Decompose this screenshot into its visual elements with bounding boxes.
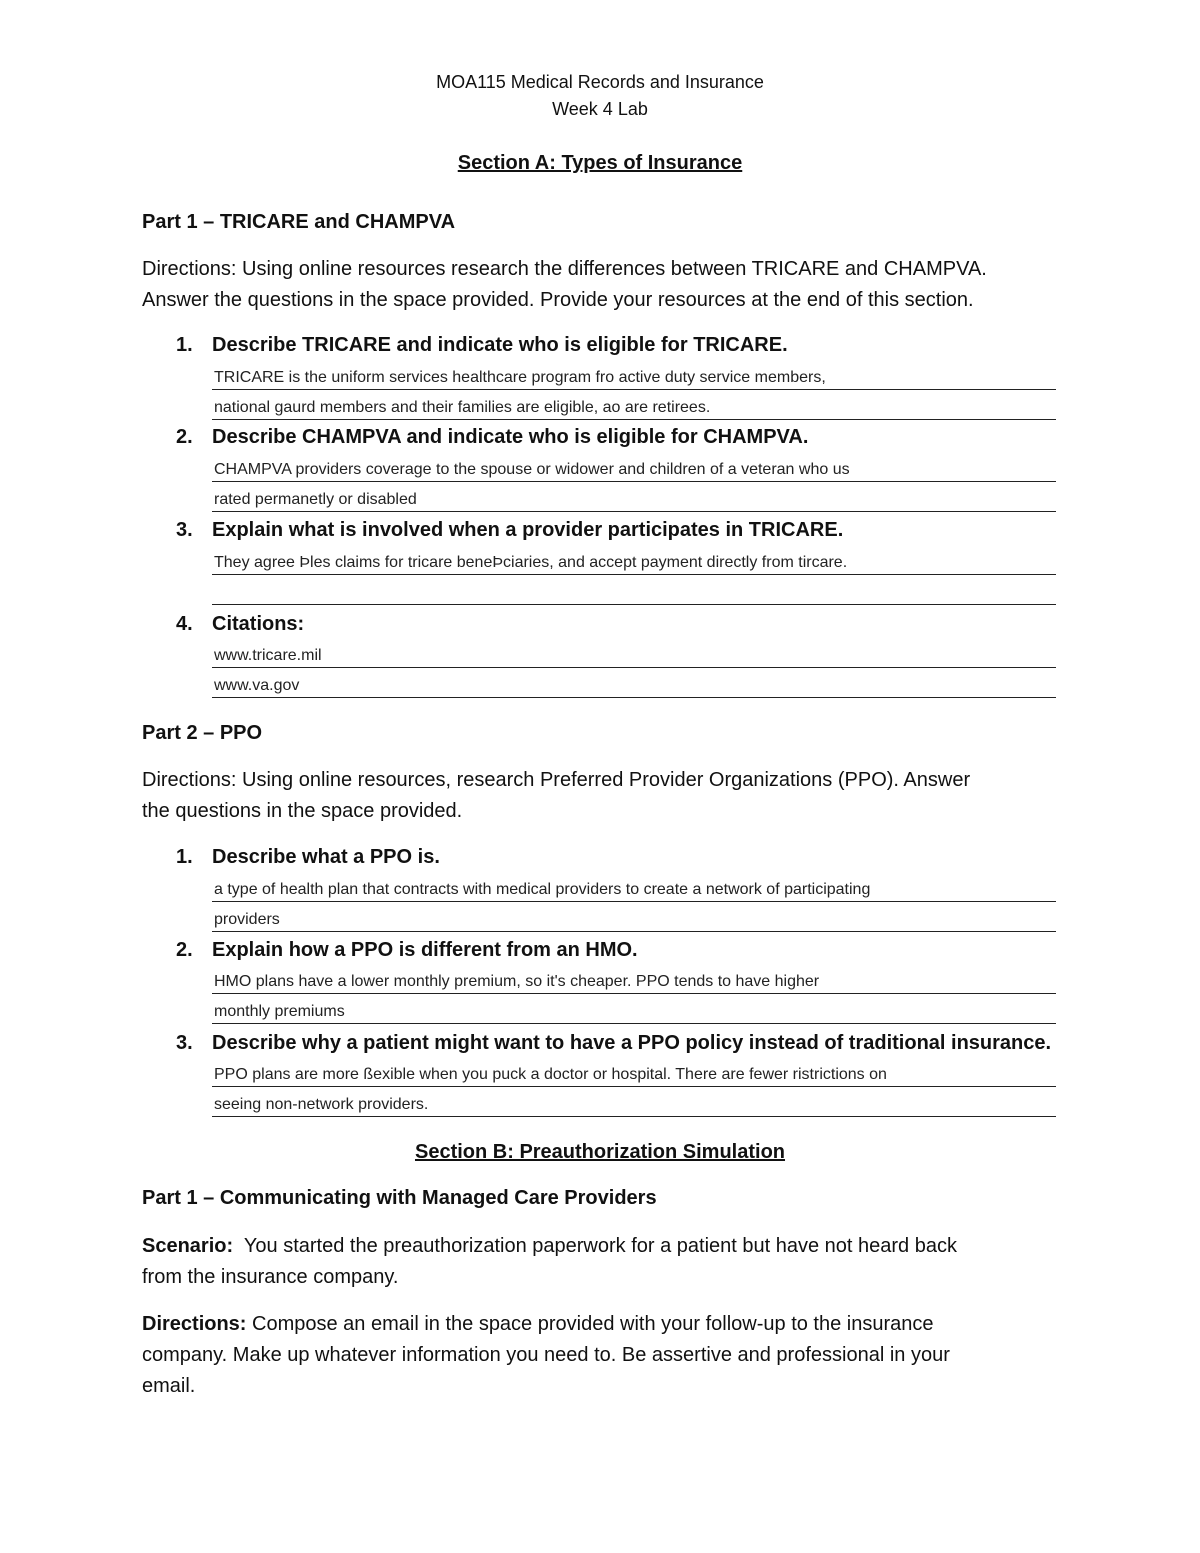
question-number: 1. — [176, 846, 193, 868]
answer-text: PPO plans are more ßexible when you puck a doctor or hospital. There are fewer ristrictions on — [214, 1066, 887, 1083]
directions-label: Directions: — [142, 1313, 247, 1335]
question-text: Describe why a patient might want to have a PPO policy instead of traditional insurance. — [212, 1032, 1052, 1054]
answer-line[interactable] — [212, 667, 1056, 698]
question-number: 2. — [176, 939, 193, 961]
answer-text: monthly premiums — [214, 1003, 345, 1020]
document-title: MOA115 Medical Records and Insurance — [436, 72, 764, 92]
directions-line: Answer the questions in the space provided. Provide your resources at the end of this section. — [142, 289, 974, 311]
answer-text: www.tricare.mil — [214, 647, 322, 664]
question-number: 2. — [176, 426, 193, 448]
directions-text: email. — [142, 1375, 196, 1397]
answer-line[interactable] — [212, 359, 1056, 390]
part-1-directions — [142, 254, 1072, 316]
answer-text: CHAMPVA providers coverage to the spouse or widower and children of a veteran who us — [214, 461, 850, 478]
answer-line[interactable] — [212, 901, 1056, 932]
part-2-directions — [142, 765, 1072, 827]
scenario-label: Scenario: — [142, 1235, 234, 1257]
answer-text: HMO plans have a lower monthly premium, so it's cheaper. PPO tends to have higher — [214, 973, 820, 990]
section-b-part-1-title: Part 1 – Communicating with Managed Care Providers — [142, 1187, 657, 1209]
answer-line[interactable] — [212, 574, 1056, 605]
directions-line: Directions: Using online resources research the differences between TRICARE and CHAMPVA. — [142, 258, 987, 280]
directions-line: Directions: Using online resources, research Preferred Provider Organizations (PPO). Answer — [142, 769, 971, 791]
answer-line[interactable] — [212, 451, 1056, 482]
directions-text: company. Make up whatever information you need to. Be assertive and professional in your — [142, 1344, 950, 1366]
answer-text: providers — [214, 911, 280, 928]
part-2-title: Part 2 – PPO — [142, 722, 263, 744]
answer-line[interactable] — [212, 963, 1056, 994]
answer-text: www.va.gov — [214, 677, 300, 694]
answer-line[interactable] — [212, 993, 1056, 1024]
question-number: 4. — [176, 613, 193, 635]
answer-text: a type of health plan that contracts with medical providers to create a network of participating — [214, 881, 871, 898]
answer-line[interactable] — [212, 871, 1056, 902]
question-text: Explain what is involved when a provider participates in TRICARE. — [212, 519, 844, 541]
answer-text: TRICARE is the uniform services healthcare program fro active duty service members, — [214, 369, 826, 386]
question-text: Explain how a PPO is different from an HMO. — [212, 939, 638, 961]
question-number: 1. — [176, 334, 193, 356]
section-a-title: Section A: Types of Insurance — [457, 152, 743, 174]
section-b-title: Section B: Preauthorization Simulation — [414, 1141, 786, 1163]
scenario-paragraph — [142, 1231, 1072, 1293]
answer-line[interactable] — [212, 1086, 1056, 1117]
question-text: Describe what a PPO is. — [212, 846, 440, 868]
answer-text: national gaurd members and their families are eligible, ao are retirees. — [214, 399, 711, 416]
document-subtitle: Week 4 Lab — [552, 99, 648, 119]
question-text: Describe TRICARE and indicate who is eligible for TRICARE. — [212, 334, 788, 356]
answer-line[interactable] — [212, 637, 1056, 668]
answer-text: rated permanetly or disabled — [214, 491, 417, 508]
answer-line[interactable] — [212, 481, 1056, 512]
answer-line[interactable] — [212, 389, 1056, 420]
answer-line[interactable] — [212, 544, 1056, 575]
question-number: 3. — [176, 1032, 193, 1054]
question-number: 3. — [176, 519, 193, 541]
part-1-title: Part 1 – TRICARE and CHAMPVA — [142, 211, 456, 233]
directions-text: Compose an email in the space provided with your follow-up to the insurance — [246, 1313, 934, 1335]
question-text: Describe CHAMPVA and indicate who is eligible for CHAMPVA. — [212, 426, 809, 448]
answer-text: They agree Þles claims for tricare beneÞciaries, and accept payment directly from tircare. — [214, 554, 848, 571]
answer-text: seeing non-network providers. — [214, 1096, 429, 1113]
email-directions-paragraph — [142, 1309, 1072, 1402]
question-text: Citations: — [212, 613, 305, 635]
scenario-text: from the insurance company. — [142, 1266, 399, 1288]
directions-line: the questions in the space provided. — [142, 800, 463, 822]
scenario-text: You started the preauthorization paperwork for a patient but have not heard back — [233, 1235, 957, 1257]
answer-line[interactable] — [212, 1056, 1056, 1087]
